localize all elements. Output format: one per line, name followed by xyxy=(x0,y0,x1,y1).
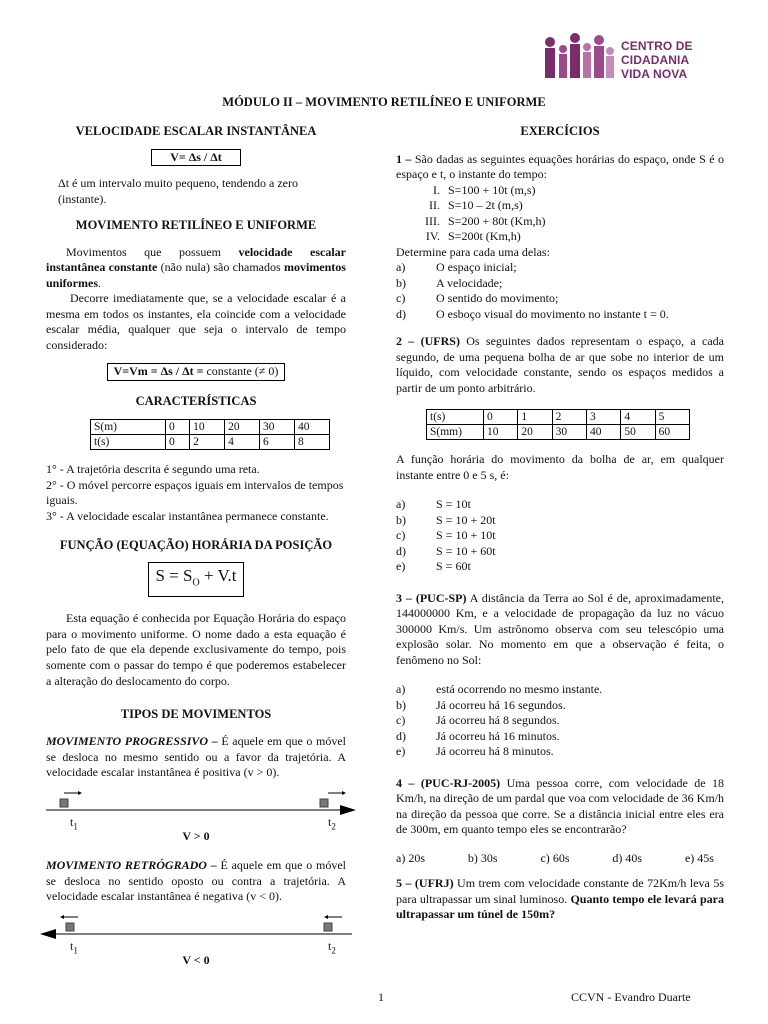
table-caracteristicas xyxy=(90,419,330,450)
text: . xyxy=(98,275,101,290)
q2-options xyxy=(396,497,724,575)
question-number: 5 – (UFRJ) xyxy=(396,876,454,890)
option-text: Já ocorreu há 8 minutos. xyxy=(436,744,554,758)
t-label: t xyxy=(70,938,74,953)
option-item xyxy=(396,276,724,292)
option-text: S = 10t xyxy=(436,497,471,511)
option-text: Já ocorreu há 8 segundos. xyxy=(436,713,560,727)
right-column xyxy=(396,124,724,923)
option-letter: a) xyxy=(396,260,406,274)
option-letter: b) xyxy=(467,850,478,865)
retrogrado-title: MOVIMENTO RETRÓGRADO – xyxy=(46,858,221,873)
option-item xyxy=(685,851,714,867)
equation-item xyxy=(396,198,724,214)
question-2 xyxy=(396,334,724,396)
text-bold: velocidade escalar instantânea constante xyxy=(46,244,346,274)
equation-item xyxy=(396,214,724,230)
table-cell: 0 xyxy=(166,435,190,450)
table-cell: 0 xyxy=(166,420,190,435)
formula-horaria xyxy=(148,562,243,597)
table-cell: 40 xyxy=(295,420,330,435)
option-item xyxy=(396,729,724,745)
option-text: Já ocorreu há 16 segundos. xyxy=(436,697,566,712)
option-item xyxy=(612,851,642,867)
progressivo-title: MOVIMENTO PROGRESSIVO – xyxy=(46,734,222,749)
v-negative: V < 0 xyxy=(182,952,210,967)
text: Movimentos que possuem xyxy=(66,244,239,259)
option-letter: e) xyxy=(684,850,695,865)
heading-mru: MOVIMENTO RETILÍNEO E UNIFORME xyxy=(75,218,317,232)
option-letter: d) xyxy=(396,543,406,558)
formula-vm xyxy=(107,363,286,381)
option-letter: d) xyxy=(612,850,623,865)
option-text: 30s xyxy=(480,850,498,865)
table-cell: 60 xyxy=(655,425,689,440)
option-item xyxy=(396,291,724,307)
option-item xyxy=(396,713,724,729)
table-cell: 8 xyxy=(295,435,330,450)
equation-number: I. xyxy=(433,182,440,197)
paragraph-retrogrado xyxy=(46,858,346,905)
paragraph: Esta equação é conhecida por Equação Horária do espaço para o movimento uniforme. O nome dado a esta equação é pelo fato de que ela depende exclusivamente do tempo, pois somente com o passar do tempo é que poderemos estabelecer a alteração do deslocamento do corpo. xyxy=(46,610,346,689)
table-row xyxy=(427,410,690,425)
question-text: Um trem com velocidade constante de 72Km/h leva 5s para ultrapassar um sinal luminoso. xyxy=(396,876,724,906)
table-cell: 6 xyxy=(260,435,295,450)
equation-number: IV. xyxy=(425,229,440,243)
page-number: 1 xyxy=(378,990,384,1004)
option-letter: a) xyxy=(396,682,406,696)
table-cell: 30 xyxy=(260,420,295,435)
t-label: t xyxy=(328,814,332,829)
arrow-progressivo xyxy=(40,789,360,819)
option-letter: a) xyxy=(396,850,406,865)
option-text: 45s xyxy=(697,850,714,865)
option-text: A velocidade; xyxy=(436,275,503,290)
question-5 xyxy=(396,876,724,923)
caracteristica-3: 3° - A velocidade escalar instantânea permanece constante. xyxy=(46,508,329,523)
option-text: Já ocorreu há 16 minutos. xyxy=(436,728,560,743)
label-t1 xyxy=(70,939,78,959)
table-cell: 1 xyxy=(518,410,552,425)
equation-item xyxy=(396,229,724,245)
label-t1 xyxy=(70,815,78,835)
logo-line: CENTRO DE xyxy=(621,39,693,53)
table-cell: 4 xyxy=(225,435,260,450)
option-item xyxy=(396,513,724,529)
option-text: S = 60t xyxy=(436,559,471,573)
table-cell: 10 xyxy=(484,425,518,440)
table-cell: t(s) xyxy=(427,410,484,425)
logo-line: CIDADANIA xyxy=(621,53,690,67)
option-text: S = 10 + 20t xyxy=(436,512,496,527)
heading-caracteristicas: CARACTERÍSTICAS xyxy=(135,393,257,408)
table-row xyxy=(427,425,690,440)
option-text: 20s xyxy=(408,850,425,865)
table-cell: 3 xyxy=(586,410,620,425)
label-t2 xyxy=(328,939,336,959)
option-letter: e) xyxy=(396,559,406,573)
option-letter: a) xyxy=(396,497,406,511)
text: É aquele em que o móvel se desloca no sentido oposto ou contra a trajetória. A velocidade escalar instantânea é negativa (v < 0). xyxy=(46,858,346,904)
question-number: 1 – xyxy=(396,151,415,166)
table-cell: 40 xyxy=(586,425,620,440)
table-cell: S(mm) xyxy=(427,425,484,440)
option-letter: c) xyxy=(396,528,406,542)
heading-exercicios: EXERCÍCIOS xyxy=(520,124,600,138)
table-cell: t(s) xyxy=(91,435,166,450)
equation-text: S=100 + 10t (m,s) xyxy=(448,182,536,197)
paragraph-progressivo xyxy=(46,734,346,781)
text: É aquele em que o móvel se desloca no mesmo sentido ou a favor da trajetória. A velocidade escalar instantânea é positiva (v > 0). xyxy=(46,734,346,780)
table-cell: 20 xyxy=(225,420,260,435)
formula-text: V=Vm = Δs / Δt = xyxy=(113,364,207,378)
heading-tipos: TIPOS DE MOVIMENTOS xyxy=(120,706,272,721)
logo-text xyxy=(621,39,693,81)
diagram-progressivo xyxy=(46,789,346,833)
question-text: Os seguintes dados representam o espaço, a cada segundo, de uma pequena bolha de ar que sobe no interior de um líquido, com velocidade constante, sendo os espaços medidos a partir de um ponto arbitrário. xyxy=(396,334,724,395)
paragraph: Decorre imediatamente que, se a velocidade escalar é a mesma em todos os instantes, ela coincide com a velocidade escalar média, qualquer que seja o intervalo de tempo considerado: xyxy=(46,291,346,352)
question-number: 2 – (UFRS) xyxy=(396,334,460,348)
paragraph: Δt é um intervalo muito pequeno, tendendo a zero (instante). xyxy=(58,176,298,206)
formula-text: constante (≠ 0) xyxy=(206,364,279,378)
footer-author: CCVN - Evandro Duarte xyxy=(571,990,691,1004)
question-4 xyxy=(396,776,724,838)
table-cell: S(m) xyxy=(91,420,166,435)
t-sub: 2 xyxy=(331,821,336,832)
text-bold: movimentos uniformes xyxy=(46,260,346,290)
equation-text: S=200 + 80t (Km,h) xyxy=(448,213,546,228)
option-letter: e) xyxy=(396,744,406,758)
question-3 xyxy=(396,591,724,669)
equation-number: II. xyxy=(429,198,440,212)
t-sub: 1 xyxy=(73,821,78,832)
q4-options xyxy=(396,851,714,867)
option-item xyxy=(396,497,724,513)
question-1 xyxy=(396,152,724,183)
option-text: O espaço inicial; xyxy=(436,260,517,274)
diagram-retrogrado xyxy=(46,913,346,957)
formula-text: S = S xyxy=(155,565,193,585)
formula-text: + V.t xyxy=(199,565,237,585)
question-number: 3 – (PUC-SP) xyxy=(396,590,467,605)
caracteristica-2: 2° - O móvel percorre espaços iguais em intervalos de tempos iguais. xyxy=(46,477,344,507)
option-letter: c) xyxy=(396,713,406,727)
option-letter: b) xyxy=(396,697,406,712)
option-text: está ocorrendo no mesmo instante. xyxy=(436,682,603,696)
table-row xyxy=(91,435,330,450)
option-text: 60s xyxy=(552,850,570,865)
table-cell: 4 xyxy=(621,410,655,425)
option-item xyxy=(396,744,724,760)
option-letter: b) xyxy=(396,512,406,527)
equation-text: S=200t (Km,h) xyxy=(448,229,521,243)
question-bold: Quanto tempo ele levará para ultrapassar um túnel de 150m? xyxy=(396,891,724,921)
option-text: S = 10 + 60t xyxy=(436,543,496,558)
option-text: S = 10 + 10t xyxy=(436,528,496,542)
option-item xyxy=(396,528,724,544)
q1-determine: Determine para cada uma delas: xyxy=(396,244,550,259)
equation-number: III. xyxy=(425,213,440,228)
logo xyxy=(545,30,735,82)
table-cell: 5 xyxy=(655,410,689,425)
option-letter: b) xyxy=(396,275,406,290)
option-item xyxy=(396,682,724,698)
logo-people-icon xyxy=(545,30,617,82)
table-cell: 2 xyxy=(552,410,586,425)
table-q2 xyxy=(426,409,690,440)
q1-equations xyxy=(396,183,724,245)
option-text: 40s xyxy=(625,850,643,865)
question-number: 4 – (PUC-RJ-2005) xyxy=(396,775,501,790)
q1-options xyxy=(396,260,724,322)
t-label: t xyxy=(70,814,74,829)
option-item xyxy=(396,559,724,575)
table-cell: 30 xyxy=(552,425,586,440)
q3-options xyxy=(396,682,724,760)
question-text: São dadas as seguintes equações horárias do espaço, onde S é o espaço e t, o instante do tempo: xyxy=(396,151,725,181)
option-letter: c) xyxy=(396,291,406,305)
equation-item xyxy=(396,183,724,199)
formula-sub: O xyxy=(192,576,200,588)
option-item xyxy=(396,851,425,867)
left-column xyxy=(46,124,346,968)
option-letter: d) xyxy=(396,728,406,743)
t-sub: 2 xyxy=(331,945,336,956)
table-cell: 10 xyxy=(190,420,225,435)
table-cell: 50 xyxy=(621,425,655,440)
equation-text: S=10 – 2t (m,s) xyxy=(448,198,523,212)
label-t2 xyxy=(328,815,336,835)
caracteristica-1: 1° - A trajetória descrita é segundo uma reta. xyxy=(46,462,260,476)
option-item xyxy=(396,307,724,323)
table-cell: 20 xyxy=(518,425,552,440)
q2-text-b: A função horária do movimento da bolha de ar, em qualquer instante entre 0 e 5 s, é: xyxy=(396,452,724,482)
module-title: MÓDULO II – MOVIMENTO RETILÍNEO E UNIFORME xyxy=(222,95,546,109)
option-text: O esboço visual do movimento no instante t = 0. xyxy=(436,306,669,321)
v-positive: V > 0 xyxy=(182,828,210,843)
table-row xyxy=(91,420,330,435)
option-letter: d) xyxy=(396,306,406,321)
t-label: t xyxy=(328,938,332,953)
heading-velocidade: VELOCIDADE ESCALAR INSTANTÂNEA xyxy=(75,124,317,138)
heading-funcao-horaria: FUNÇÃO (EQUAÇÃO) HORÁRIA DA POSIÇÃO xyxy=(59,538,333,552)
table-cell: 2 xyxy=(190,435,225,450)
table-cell: 0 xyxy=(484,410,518,425)
option-item xyxy=(396,260,724,276)
question-text: Uma pessoa corre, com velocidade de 18 Km/h, na direção de um pardal que voa com velocidade de 36 Km/h na direção da pessoa que corre. Se a distância inicial entre eles era de 300m, em quanto tempo eles se encontrarão? xyxy=(396,775,725,836)
logo-line: VIDA NOVA xyxy=(621,67,688,81)
option-item xyxy=(540,851,569,867)
option-letter: c) xyxy=(540,850,550,865)
t-sub: 1 xyxy=(73,945,78,956)
question-text: A distância da Terra ao Sol é de, aproximadamente, 144000000 Km, e a velocidade de propagação da luz no vácuo 300000 Km/s. Um astrônomo observa com seu telescópio uma explosão solar. No momento em que a observação é feita, o fenômeno no Sol: xyxy=(396,590,725,667)
option-text: O sentido do movimento; xyxy=(436,291,559,305)
option-item xyxy=(468,851,498,867)
formula-velocidade: V= Δs / Δt xyxy=(151,149,241,167)
arrow-retrogrado xyxy=(40,913,360,943)
option-item xyxy=(396,698,724,714)
paragraph xyxy=(46,245,346,292)
option-item xyxy=(396,544,724,560)
text: (não nula) são chamados xyxy=(157,260,284,274)
